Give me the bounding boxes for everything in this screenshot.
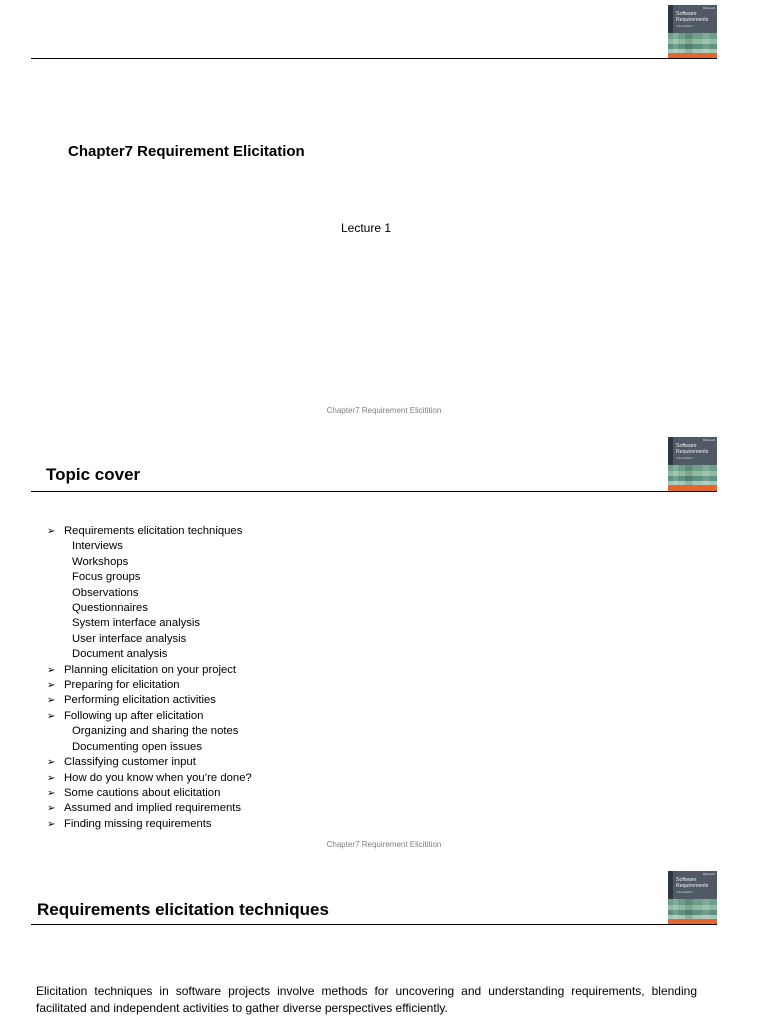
topic-subitem	[47, 586, 252, 601]
topic-subitem	[47, 724, 252, 739]
topic-item-label: Assumed and implied requirements	[64, 802, 242, 815]
topic-subitem	[47, 601, 252, 616]
cover-title	[676, 444, 708, 455]
topic-subitem	[47, 632, 252, 647]
topic-subitem	[47, 539, 252, 554]
book-cover-image	[668, 871, 717, 925]
slide-2-footer: Chapter7 Requirement Elicitition	[326, 840, 442, 849]
cover-brand: Microsoft	[702, 438, 715, 442]
topic-subitem	[47, 740, 252, 755]
cover-mosaic	[668, 899, 717, 919]
topic-item-label: Focus groups	[72, 571, 141, 584]
book-cover-image	[668, 5, 717, 59]
topic-item-label: System interface analysis	[72, 617, 201, 630]
topic-item	[47, 524, 252, 539]
topic-item	[47, 663, 252, 678]
slide-1-title: Chapter7 Requirement Elicitation	[68, 143, 305, 160]
topic-item	[47, 801, 252, 816]
slide-3-paragraph: Elicitation techniques in software projects involve methods for uncovering and understanding requirements, blending facilitated and independent activities to gather diverse perspectives efficiently.	[36, 984, 697, 1015]
bullet-arrow-icon: ➢	[47, 526, 56, 537]
header-rule	[31, 491, 717, 492]
topic-item-label: Preparing for elicitation	[64, 679, 180, 692]
bullet-arrow-icon: ➢	[47, 710, 56, 722]
bullet-arrow-icon: ➢	[47, 680, 56, 692]
header-rule	[31, 58, 717, 59]
topic-item-label: Finding missing requirements	[64, 817, 212, 830]
bullet-arrow-icon: ➢	[47, 772, 56, 784]
cover-title-line1: Software	[676, 11, 697, 17]
cover-brand: Microsoft	[702, 872, 715, 876]
cover-title-line1: Software	[676, 443, 697, 449]
topic-item-label: How do you know when you’re done?	[64, 771, 252, 784]
cover-mosaic	[668, 465, 717, 485]
cover-brand: Microsoft	[702, 6, 715, 10]
topic-item-label: Performing elicitation activities	[64, 694, 216, 707]
topic-item-label: Documenting open issues	[72, 740, 202, 753]
cover-edition: Third Edition	[676, 456, 693, 460]
bullet-arrow-icon: ➢	[47, 695, 56, 707]
topic-item	[47, 771, 252, 786]
topic-subitem	[47, 555, 252, 570]
cover-title-line2: Requirements	[676, 16, 709, 23]
header-rule	[31, 924, 717, 925]
topic-item-label: Organizing and sharing the notes	[72, 725, 239, 738]
slide-3-title: Requirements elicitation techniques	[37, 900, 329, 919]
topic-item	[47, 817, 252, 832]
cover-title-line2: Requirements	[676, 448, 709, 455]
topic-subitem	[47, 616, 252, 631]
cover-edition: Third Edition	[676, 890, 693, 894]
slide-1-subtitle: Lecture 1	[340, 221, 392, 235]
topic-item	[47, 709, 252, 724]
topic-item-label: Interviews	[72, 540, 123, 553]
topic-item-label: Document analysis	[72, 648, 168, 661]
bullet-arrow-icon: ➢	[47, 803, 56, 815]
topic-item-label: Classifying customer input	[64, 756, 196, 769]
topic-item	[47, 693, 252, 708]
cover-edition: Third Edition	[676, 24, 693, 28]
topic-item	[47, 786, 252, 801]
topic-list	[47, 524, 252, 832]
cover-title-line1: Software	[676, 877, 697, 883]
bullet-arrow-icon: ➢	[47, 787, 56, 799]
bullet-arrow-icon: ➢	[47, 818, 56, 830]
topic-item-label: Planning elicitation on your project	[64, 663, 237, 676]
topic-subitem	[47, 647, 252, 662]
topic-item-label: Some cautions about elicitation	[64, 786, 221, 799]
cover-mosaic	[668, 33, 717, 53]
bullet-arrow-icon: ➢	[47, 664, 56, 676]
topic-item-label: Workshops	[72, 555, 129, 568]
cover-title-line2: Requirements	[676, 882, 709, 889]
topic-item-label: Following up after elicitation	[64, 709, 204, 722]
slide-2-title: Topic cover	[46, 465, 141, 484]
topic-item-label: Questionnaires	[72, 602, 148, 615]
bullet-arrow-icon: ➢	[47, 757, 56, 769]
cover-title	[676, 12, 708, 23]
book-cover-image	[668, 437, 717, 491]
slide-1-footer: Chapter7 Requirement Elicitition	[326, 406, 442, 415]
cover-title	[676, 878, 708, 889]
topic-item-label: User interface analysis	[72, 632, 187, 645]
topic-subitem	[47, 570, 252, 585]
topic-item	[47, 755, 252, 770]
topic-item	[47, 678, 252, 693]
topic-item-label: Observations	[72, 586, 139, 599]
topic-item-label: Requirements elicitation techniques	[64, 525, 243, 537]
